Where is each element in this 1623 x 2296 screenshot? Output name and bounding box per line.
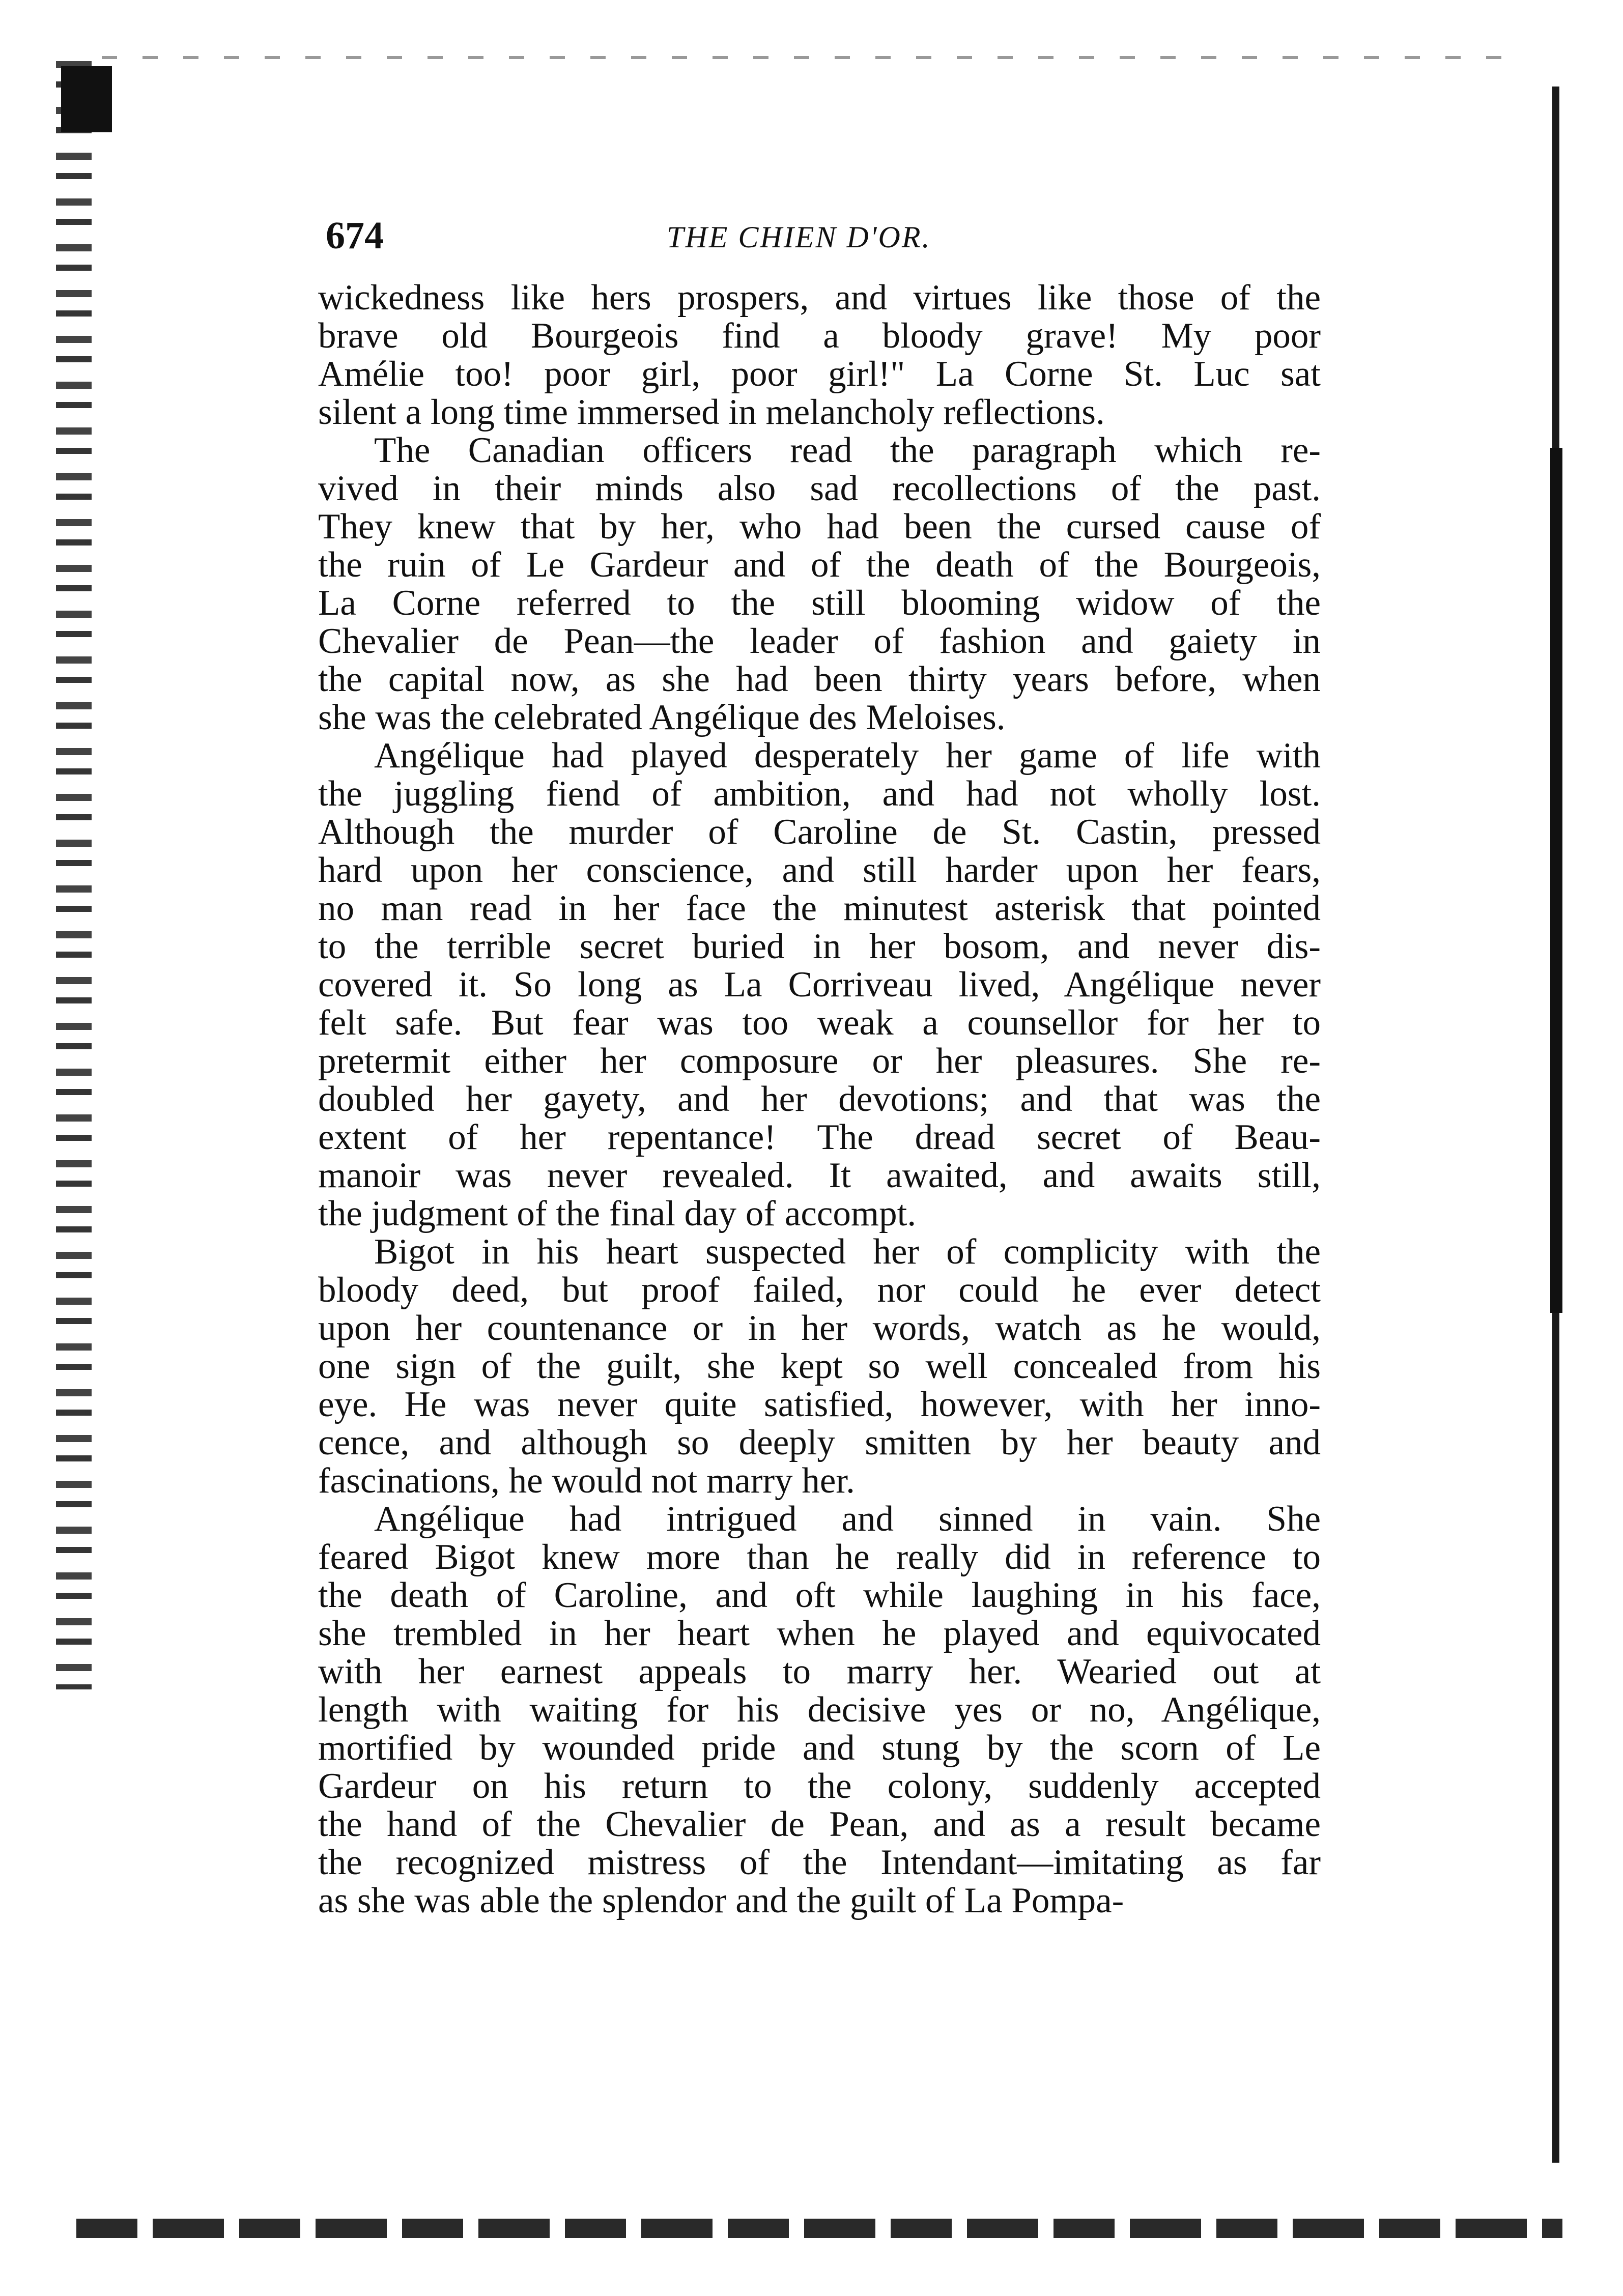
- text-line: with her earnest appeals to marry her. Wearied out at: [318, 1652, 1321, 1691]
- text-line: upon her countenance or in her words, watch as he would,: [318, 1308, 1321, 1348]
- text-line: the recognized mistress of the Intendant—imitating as far: [318, 1843, 1321, 1882]
- text-line: length with waiting for his decisive yes or no, Angélique,: [318, 1690, 1321, 1730]
- text-line: covered it. So long as La Corriveau lived, Angélique never: [318, 965, 1321, 1004]
- page-bottom-edge: [76, 2219, 1562, 2238]
- text-line: as she was able the splendor and the guilt of La Pompa-: [318, 1881, 1124, 1920]
- text-line: vived in their minds also sad recollections of the past.: [318, 469, 1321, 508]
- page-top-edge: [102, 56, 1527, 59]
- text-line: silent a long time immersed in melancholy reflections.: [318, 392, 1105, 432]
- text-line: fascinations, he would not marry her.: [318, 1461, 855, 1501]
- text-line: Bigot in his heart suspected her of complicity with the: [374, 1232, 1321, 1272]
- text-line: to the terrible secret buried in her bosom, and never dis-: [318, 927, 1321, 966]
- binding-shadow-left-top: [61, 66, 112, 132]
- text-line: the judgment of the final day of accompt.: [318, 1194, 917, 1233]
- text-line: wickedness like hers prospers, and virtues like those of the: [318, 278, 1321, 318]
- text-line: mortified by wounded pride and stung by the scorn of Le: [318, 1728, 1321, 1768]
- text-line: the death of Caroline, and oft while laughing in his face,: [318, 1575, 1321, 1615]
- text-line: hard upon her conscience, and still harder upon her fears,: [318, 850, 1321, 890]
- text-line: the ruin of Le Gardeur and of the death of the Bourgeois,: [318, 545, 1321, 585]
- text-line: the hand of the Chevalier de Pean, and as a result became: [318, 1804, 1321, 1844]
- text-line: Although the murder of Caroline de St. Castin, pressed: [318, 812, 1321, 852]
- text-line: They knew that by her, who had been the cursed cause of: [318, 507, 1321, 547]
- paragraph: [318, 737, 1321, 1233]
- text-line: feared Bigot knew more than he really did in reference to: [318, 1537, 1321, 1577]
- body-text: [318, 279, 1321, 1920]
- text-line: Angélique had intrigued and sinned in vain. She: [374, 1499, 1321, 1539]
- text-line: Chevalier de Pean—the leader of fashion and gaiety in: [318, 621, 1321, 661]
- paragraph: [318, 1233, 1321, 1500]
- page-number: 674: [326, 214, 384, 257]
- text-line: Angélique had played desperately her game of life with: [374, 736, 1321, 776]
- text-line: La Corne referred to the still blooming widow of the: [318, 583, 1321, 623]
- text-line: the capital now, as she had been thirty years before, when: [318, 659, 1321, 699]
- text-line: Gardeur on his return to the colony, suddenly accepted: [318, 1766, 1321, 1806]
- text-line: The Canadian officers read the paragraph which re-: [374, 430, 1321, 470]
- text-line: the juggling fiend of ambition, and had not wholly lost.: [318, 774, 1321, 814]
- paragraph: [318, 1500, 1321, 1920]
- running-title: THE CHIEN D'OR.: [667, 220, 931, 254]
- text-line: Amélie too! poor girl, poor girl!" La Corne St. Luc sat: [318, 354, 1321, 394]
- text-line: pretermit either her composure or her pleasures. She re-: [318, 1041, 1321, 1081]
- text-line: doubled her gayety, and her devotions; and that was the: [318, 1079, 1321, 1119]
- text-line: one sign of the guilt, she kept so well concealed from his: [318, 1346, 1321, 1386]
- text-line: felt safe. But fear was too weak a counsellor for her to: [318, 1003, 1321, 1043]
- text-line: bloody deed, but proof failed, nor could he ever detect: [318, 1270, 1321, 1310]
- text-line: she trembled in her heart when he played and equivocated: [318, 1614, 1321, 1653]
- text-line: brave old Bourgeois find a bloody grave! My poor: [318, 316, 1321, 356]
- text-line: no man read in her face the minutest asterisk that pointed: [318, 888, 1321, 928]
- text-line: eye. He was never quite satisfied, however, with her inno-: [318, 1385, 1321, 1424]
- page-header: [326, 214, 1344, 270]
- page-edge-right-shadow: [1550, 448, 1562, 1313]
- text-line: extent of her repentance! The dread secret of Beau-: [318, 1117, 1321, 1157]
- text-line: she was the celebrated Angélique des Meloises.: [318, 698, 1006, 737]
- text-line: manoir was never revealed. It awaited, and awaits still,: [318, 1156, 1321, 1195]
- paragraph: [318, 432, 1321, 737]
- text-line: cence, and although so deeply smitten by her beauty and: [318, 1423, 1321, 1462]
- paragraph: [318, 279, 1321, 432]
- binding-shadow-left: [56, 61, 92, 1689]
